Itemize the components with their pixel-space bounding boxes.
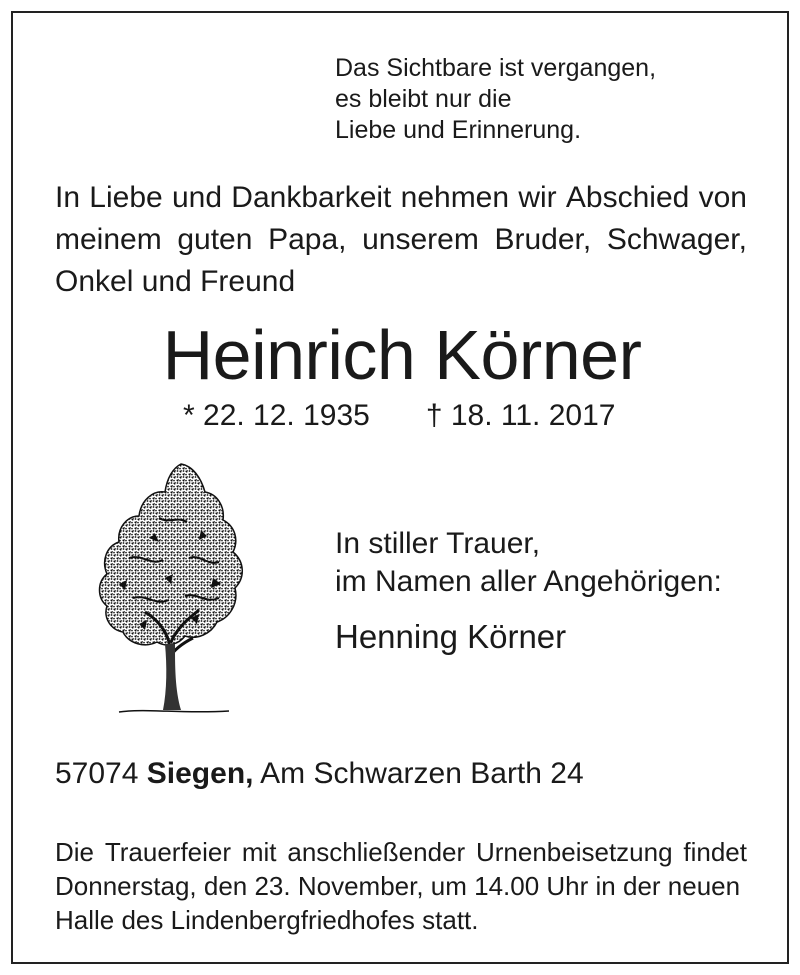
- intro-word: wir: [518, 181, 557, 214]
- address-line: [55, 754, 584, 794]
- service-word: anschließender: [287, 837, 466, 867]
- intro-word: Papa,: [268, 223, 347, 256]
- address-zip: 57074: [55, 757, 139, 790]
- death-date: † 18. 11. 2017: [425, 399, 616, 432]
- motto-line-1: Das Sichtbare ist vergangen,: [335, 54, 657, 82]
- service-word: Urnenbeisetzung: [475, 837, 673, 867]
- intro-word: In: [55, 181, 81, 214]
- intro-word: nehmen: [400, 181, 510, 214]
- service-word: Trauerfeier: [104, 837, 232, 867]
- service-line-3: Halle des Lindenbergfriedhofes statt.: [55, 905, 479, 935]
- mourning-text: [335, 525, 722, 601]
- intro-word: Abschied: [565, 181, 690, 214]
- intro-word: Liebe: [89, 181, 163, 214]
- address-city: Siegen,: [146, 757, 254, 790]
- intro-word: Schwager,: [606, 223, 747, 256]
- intro-word: Dankbarkeit: [231, 181, 392, 214]
- motto-verse: [335, 53, 656, 146]
- address-street: Am Schwarzen Barth 24: [260, 757, 584, 790]
- service-line-2: Donnerstag, den 23. November, um 14.00 Uhr in der neuen: [55, 871, 741, 901]
- tree-icon: [89, 458, 259, 716]
- service-notice: [55, 835, 747, 937]
- motto-line-3: Liebe und Erinnerung.: [335, 116, 582, 144]
- service-line-1: [55, 835, 747, 869]
- ground-line: [119, 711, 229, 712]
- intro-line-3: Onkel und Freund: [55, 265, 296, 298]
- service-word: Die: [55, 837, 95, 867]
- intro-word: Bruder,: [494, 223, 592, 256]
- service-word: mit: [241, 837, 277, 867]
- intro-word: unserem: [362, 223, 479, 256]
- birth-date: * 22. 12. 1935: [183, 399, 370, 432]
- intro-word: guten: [177, 223, 253, 256]
- intro-text: [55, 177, 755, 303]
- intro-word: von: [698, 181, 747, 214]
- mourning-line-1: In stiller Trauer,: [335, 527, 541, 560]
- intro-line-1: [55, 177, 747, 219]
- mourning-line-2: im Namen aller Angehörigen:: [335, 565, 722, 598]
- intro-line-2: [55, 219, 747, 261]
- obituary-frame: [11, 11, 789, 964]
- service-word: findet: [683, 837, 747, 867]
- signer-name: Henning Körner: [335, 618, 567, 655]
- deceased-name: Heinrich Körner: [162, 316, 642, 394]
- motto-line-2: es bleibt nur die: [335, 85, 512, 113]
- intro-word: meinem: [55, 223, 162, 256]
- tree-canopy: [100, 464, 243, 645]
- intro-word: und: [171, 181, 223, 214]
- life-dates: [183, 396, 615, 436]
